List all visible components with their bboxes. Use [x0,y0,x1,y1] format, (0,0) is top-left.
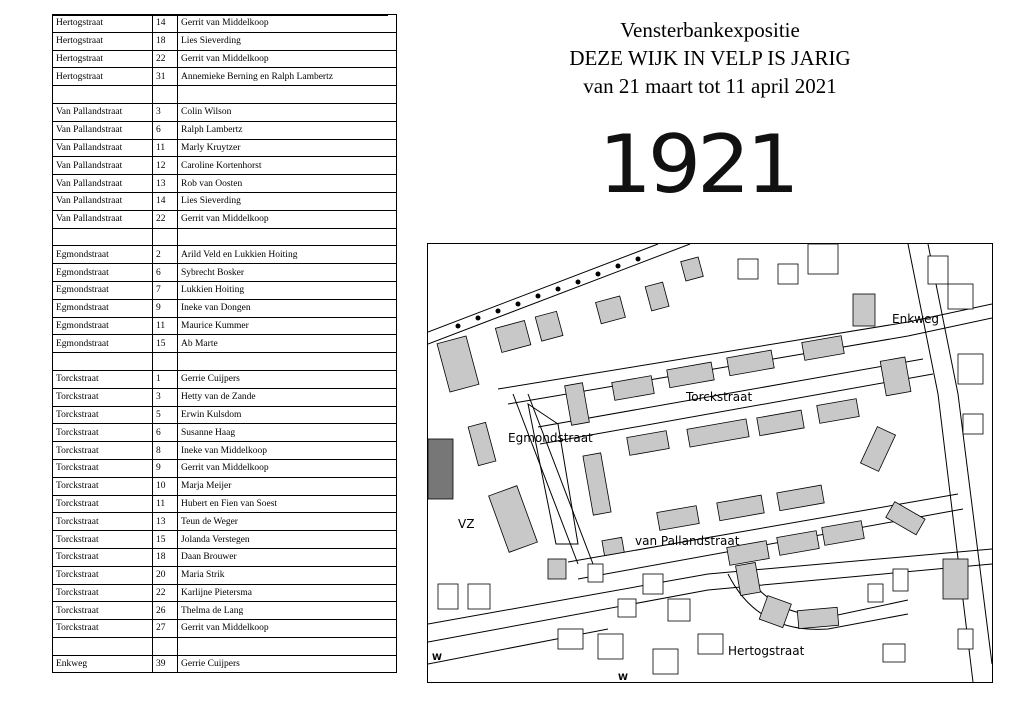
number-cell: 11 [153,495,178,513]
street-cell: Torckstraat [53,531,153,549]
street-cell: Torckstraat [53,548,153,566]
name-cell: Gerrit van Middelkoop [178,459,397,477]
number-cell: 11 [153,317,178,335]
street-cell: Torckstraat [53,442,153,460]
table-row [53,32,397,50]
map-label-hertogstraat: Hertogstraat [728,644,805,658]
name-cell: Gerrit van Middelkoop [178,50,397,68]
street-cell [53,353,153,371]
table-row [53,246,397,264]
street-cell: Hertogstraat [53,32,153,50]
street-cell: Van Pallandstraat [53,192,153,210]
street-cell: Torckstraat [53,620,153,638]
name-cell: Lukkien Hoiting [178,281,397,299]
name-cell: Colin Wilson [178,103,397,121]
street-cell: Torckstraat [53,424,153,442]
number-cell: 39 [153,655,178,673]
table-row [53,68,397,86]
number-cell: 22 [153,210,178,228]
number-cell: 9 [153,299,178,317]
street-cell: Torckstraat [53,477,153,495]
street-cell: Egmondstraat [53,246,153,264]
table-row [53,388,397,406]
name-cell: Arild Veld en Lukkien Hoiting [178,246,397,264]
name-cell: Gerrit van Middelkoop [178,210,397,228]
name-cell: Jolanda Verstegen [178,531,397,549]
street-cell: Egmondstraat [53,299,153,317]
street-cell: Hertogstraat [53,50,153,68]
name-cell [178,637,397,655]
number-cell: 18 [153,32,178,50]
name-cell: Thelma de Lang [178,602,397,620]
number-cell [153,228,178,246]
name-cell: Maurice Kummer [178,317,397,335]
name-cell: Sybrecht Bosker [178,264,397,282]
name-cell: Hetty van de Zande [178,388,397,406]
name-cell: Gerrie Cuijpers [178,370,397,388]
number-cell [153,637,178,655]
name-cell: Marly Kruytzer [178,139,397,157]
street-cell: Torckstraat [53,459,153,477]
name-cell: Gerrie Cuijpers [178,655,397,673]
number-cell: 27 [153,620,178,638]
number-cell: 1 [153,370,178,388]
number-cell: 15 [153,531,178,549]
street-cell: Van Pallandstraat [53,210,153,228]
number-cell: 10 [153,477,178,495]
number-cell: 13 [153,513,178,531]
table-row [53,370,397,388]
number-cell: 11 [153,139,178,157]
street-cell: Torckstraat [53,495,153,513]
street-cell: Torckstraat [53,388,153,406]
table-row [53,424,397,442]
table-row [53,175,397,193]
name-cell: Erwin Kulsdom [178,406,397,424]
map-label-enkweg: Enkweg [892,312,939,326]
table-row [53,335,397,353]
table-row [53,50,397,68]
name-cell [178,86,397,104]
map-label-w-bottom: W [618,673,628,682]
street-cell: Hertogstraat [53,68,153,86]
name-cell: Teun de Weger [178,513,397,531]
number-cell: 12 [153,157,178,175]
table-row [53,299,397,317]
year-heading: 1921 [598,118,796,211]
table-row [53,228,397,246]
number-cell: 22 [153,50,178,68]
street-cell [53,637,153,655]
name-cell: Ralph Lambertz [178,121,397,139]
name-cell: Rob van Oosten [178,175,397,193]
exhibition-title: Vensterbankexpositie [620,18,800,42]
number-cell: 13 [153,175,178,193]
name-cell: Marja Meijer [178,477,397,495]
table-row [53,584,397,602]
street-cell: Hertogstraat [53,15,153,33]
table-row [53,264,397,282]
name-cell: Lies Sieverding [178,32,397,50]
number-cell: 3 [153,103,178,121]
name-cell: Caroline Kortenhorst [178,157,397,175]
number-cell: 14 [153,15,178,33]
table-row [53,495,397,513]
number-cell: 22 [153,584,178,602]
table-row [53,602,397,620]
table-row [53,477,397,495]
street-cell: Van Pallandstraat [53,121,153,139]
table-row [53,121,397,139]
name-cell: Susanne Haag [178,424,397,442]
table-row [53,513,397,531]
number-cell: 9 [153,459,178,477]
table-row [53,655,397,673]
neighbourhood-map [427,243,993,683]
street-cell: Torckstraat [53,406,153,424]
number-cell: 6 [153,264,178,282]
table-row [53,281,397,299]
address-table [52,14,397,673]
street-cell: Enkweg [53,655,153,673]
name-cell: Karlijne Pietersma [178,584,397,602]
table-row [53,531,397,549]
number-cell: 18 [153,548,178,566]
map-label-vz: VZ [458,517,475,531]
street-cell: Egmondstraat [53,335,153,353]
number-cell: 14 [153,192,178,210]
street-cell: Egmondstraat [53,317,153,335]
name-cell: Lies Sieverding [178,192,397,210]
name-cell: Ineke van Dongen [178,299,397,317]
street-cell: Torckstraat [53,584,153,602]
map-label-w-left: W [432,653,442,663]
number-cell: 2 [153,246,178,264]
name-cell [178,353,397,371]
map-label-egmondstraat: Egmondstraat [508,431,593,445]
table-row [53,459,397,477]
number-cell [153,353,178,371]
number-cell [153,86,178,104]
table-row [53,103,397,121]
table-row [53,192,397,210]
map-label-torckstraat: Torckstraat [686,390,753,404]
table-row [53,86,397,104]
number-cell: 5 [153,406,178,424]
street-cell: Van Pallandstraat [53,157,153,175]
table-row [53,210,397,228]
number-cell: 6 [153,424,178,442]
exhibition-dates: van 21 maart tot 11 april 2021 [583,74,837,98]
number-cell: 15 [153,335,178,353]
exhibition-subtitle: DEZE WIJK IN VELP IS JARIG [569,46,851,70]
street-cell: Torckstraat [53,370,153,388]
name-cell: Ab Marte [178,335,397,353]
number-cell: 26 [153,602,178,620]
street-cell: Egmondstraat [53,264,153,282]
table-row [53,139,397,157]
name-cell: Hubert en Fien van Soest [178,495,397,513]
number-cell: 8 [153,442,178,460]
name-cell: Annemieke Berning en Ralph Lambertz [178,68,397,86]
table-row [53,637,397,655]
table-row [53,566,397,584]
street-cell: Torckstraat [53,513,153,531]
name-cell: Maria Strik [178,566,397,584]
street-cell: Egmondstraat [53,281,153,299]
name-cell: Gerrit van Middelkoop [178,15,397,33]
table-row [53,353,397,371]
table-row [53,406,397,424]
name-cell: Ineke van Middelkoop [178,442,397,460]
street-cell: Van Pallandstraat [53,175,153,193]
number-cell: 3 [153,388,178,406]
street-cell: Van Pallandstraat [53,103,153,121]
street-cell [53,228,153,246]
street-cell: Van Pallandstraat [53,139,153,157]
map-label-van-pallandstraat: van Pallandstraat [635,534,740,548]
number-cell: 7 [153,281,178,299]
number-cell: 20 [153,566,178,584]
street-cell: Torckstraat [53,602,153,620]
table-row [53,15,397,33]
table-row [53,157,397,175]
table-row [53,548,397,566]
street-cell: Torckstraat [53,566,153,584]
table-row [53,620,397,638]
number-cell: 6 [153,121,178,139]
name-cell: Daan Brouwer [178,548,397,566]
number-cell: 31 [153,68,178,86]
table-row [53,317,397,335]
name-cell: Gerrit van Middelkoop [178,620,397,638]
table-row [53,442,397,460]
name-cell [178,228,397,246]
street-cell [53,86,153,104]
